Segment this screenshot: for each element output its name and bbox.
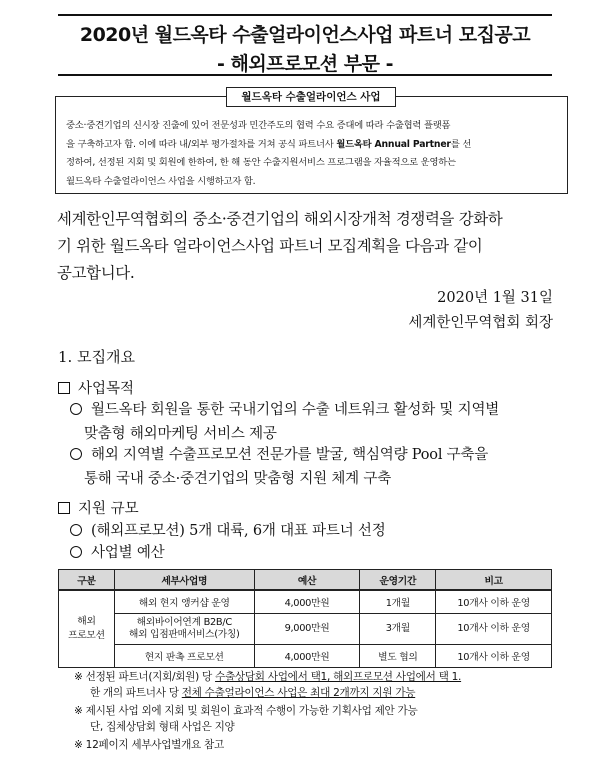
purpose-heading <box>58 377 134 398</box>
table-cell: 4,000만원 <box>254 590 360 614</box>
intro-line: 기 위한 월드옥타 얼라이언스사업 파트너 모집계획을 다음과 같이 <box>57 237 483 255</box>
reference-mark-icon: ※ <box>74 705 83 717</box>
announcement-org: 세계한인무역협회 회장 <box>408 315 553 331</box>
table-header: 운영기간 <box>360 570 436 591</box>
table-row <box>59 645 552 668</box>
table-cell: 1개월 <box>360 590 436 614</box>
circle-bullet-icon <box>70 546 82 558</box>
notice-text: 을 구축하고자 함. 이에 따라 내/외부 평가절차를 거쳐 공식 파트너사 <box>66 138 337 150</box>
table-cell: 3개월 <box>360 614 436 645</box>
notice-line <box>66 136 558 155</box>
section-heading: 1. 모집개요 <box>58 348 136 366</box>
notice-line: 중소·중견기업의 신시장 진출에 있어 전문성과 민간주도의 협력 수요 증대에 따라 수출협력 플랫폼 <box>66 120 451 131</box>
notice-line: 월드옥타 수출얼라이언스 사업을 시행하고자 함. <box>66 175 256 187</box>
circle-bullet-icon <box>70 403 82 415</box>
page-subtitle: - 해외프로모션 부문 - <box>217 53 393 75</box>
scale-heading-text: 지원 규모 <box>78 501 139 517</box>
intro-line: 공고합니다. <box>57 264 135 282</box>
table-cell: 해외 현지 앵커샵 운영 <box>114 590 254 614</box>
footnote <box>74 737 224 753</box>
purpose-item-text: 맞춤형 해외마케팅 서비스 제공 <box>84 426 277 442</box>
footnote-text: 제시된 사업 외에 지회 및 회원이 효과적 수행이 가능한 기획사업 제안 가능 <box>85 705 418 717</box>
circle-bullet-icon <box>70 524 82 536</box>
purpose-item-text: 통해 국내 중소·중견기업의 맞춤형 지원 체계 구축 <box>84 471 392 487</box>
table-cell: 현지 판촉 프로모션 <box>114 645 254 668</box>
table-cell: 4,000만원 <box>254 645 360 668</box>
scale-item <box>70 541 164 565</box>
table-cell: 9,000만원 <box>254 614 360 645</box>
table-header: 비고 <box>436 570 552 591</box>
cell-line: 해외 입점판매서비스(가칭) <box>128 629 240 640</box>
circle-bullet-icon <box>70 448 82 460</box>
group-label: 해외 <box>77 616 96 627</box>
announcement-date: 2020년 1월 31일 <box>437 290 553 306</box>
table-cell: 별도 협의 <box>360 645 436 668</box>
budget-table <box>58 569 552 668</box>
table-cell: 10개사 이하 운영 <box>436 614 552 645</box>
scale-heading <box>58 497 139 518</box>
purpose-heading-text: 사업목적 <box>78 381 135 397</box>
footnote <box>74 669 461 701</box>
scale-item-text: (해외프로모션) 5개 대륙, 6개 대표 파트너 선정 <box>91 523 386 539</box>
purpose-item-text: 월드옥타 회원을 통한 국내기업의 수출 네트워크 활성화 및 지역별 <box>91 402 500 418</box>
purpose-item-text: 해외 지역별 수출프로모션 전문가를 발굴, 핵심역량 Pool 구축을 <box>91 447 489 463</box>
square-bullet-icon <box>58 502 70 514</box>
notice-box <box>55 91 568 194</box>
square-bullet-icon <box>58 382 70 394</box>
table-cell <box>114 614 254 645</box>
footnote-text: 한 개의 파트너사 당 <box>90 687 182 699</box>
table-header: 세부사업명 <box>114 570 254 591</box>
scale-item-text: 사업별 예산 <box>91 545 165 561</box>
purpose-item <box>70 443 488 491</box>
footnote-underlined: 수출상담회 사업에서 택1, 해외프로모션 사업에서 택 1. <box>215 671 462 683</box>
footnote-text: 12페이지 세부사업별개요 참고 <box>85 739 224 751</box>
table-cell: 10개사 이하 운영 <box>436 645 552 668</box>
table-group-cell <box>59 590 115 668</box>
footnote-text: 선정된 파트너(지회/회원) 당 <box>85 671 216 683</box>
intro-paragraph <box>57 206 557 287</box>
group-label: 프로모션 <box>68 630 105 641</box>
table-cell: 10개사 이하 운영 <box>436 590 552 614</box>
footnote-text: 단, 집체상담회 형태 사업은 지양 <box>90 721 235 733</box>
footnote-underlined: 전체 수출얼라이언스 사업은 최대 2개까지 지원 가능 <box>181 687 416 699</box>
purpose-item <box>70 398 499 446</box>
title-box <box>58 14 552 76</box>
reference-mark-icon: ※ <box>74 671 83 683</box>
table-header: 구분 <box>59 570 115 591</box>
table-header-row <box>59 570 552 591</box>
page-title: 2020년 월드옥타 수출얼라이언스사업 파트너 모집공고 <box>79 24 531 46</box>
cell-line: 해외바이어연계 B2B/C <box>136 617 232 628</box>
table-row <box>59 590 552 614</box>
notice-line: 정하여, 선정된 지회 및 회원에 한하여, 한 해 동안 수출지원서비스 프로그램을 자율적으로 운영하는 <box>66 157 456 168</box>
notice-bold-text: 월드옥타 Annual Partner <box>336 138 451 150</box>
notice-body <box>66 117 558 191</box>
notice-text: 를 선 <box>450 138 472 150</box>
notice-heading: 월드옥타 수출얼라이언스 사업 <box>226 87 396 107</box>
footnote <box>74 703 417 735</box>
reference-mark-icon: ※ <box>74 739 83 751</box>
intro-line: 세계한인무역협회의 중소·중견기업의 해외시장개척 경쟁력을 강화하 <box>57 210 503 228</box>
table-row <box>59 614 552 645</box>
table-header: 예산 <box>254 570 360 591</box>
scale-item <box>70 519 386 543</box>
